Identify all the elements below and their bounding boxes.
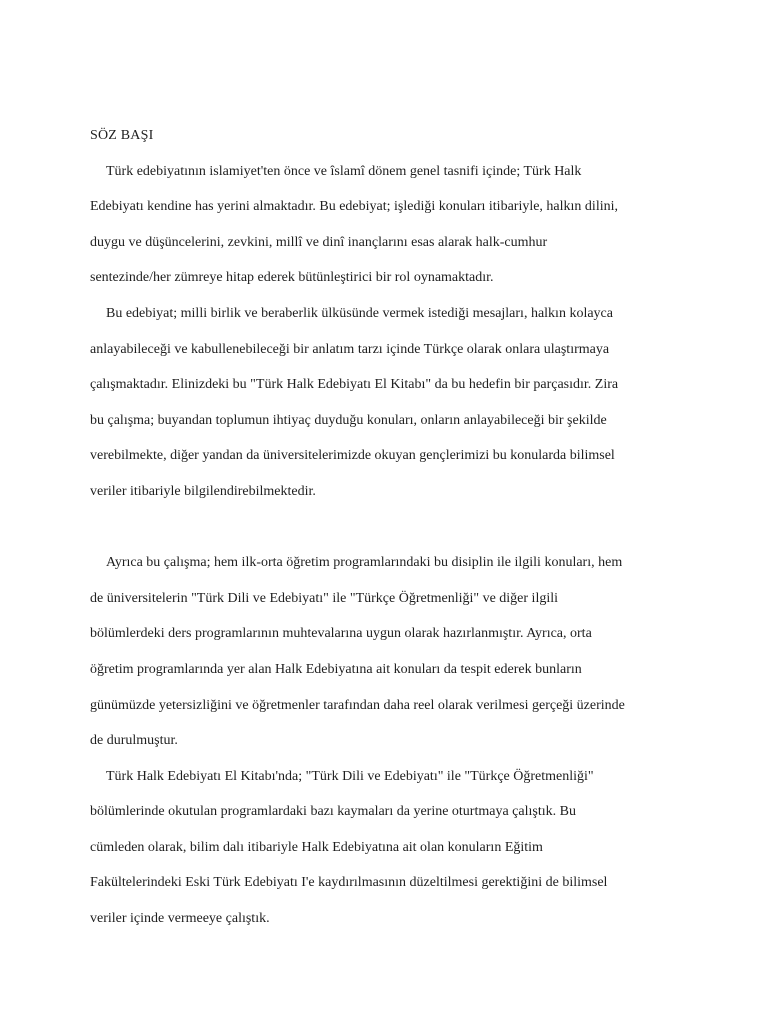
paragraph-line: sentezinde/her zümreye hitap ederek bütünleştirici bir rol oynamaktadır. bbox=[90, 270, 494, 286]
paragraph-line: anlayabileceği ve kabullenebileceği bir anlatım tarzı içinde Türkçe olarak onlara ulaştırmaya bbox=[90, 341, 610, 357]
paragraph-line: bölümlerdeki ders programlarının muhtevalarına uygun olarak hazırlanmıştır. Ayrıca, orta bbox=[90, 626, 592, 642]
paragraph-line: Ayrıca bu çalışma; hem ilk-orta öğretim programlarındaki bu disiplin ile ilgili konuları, hem bbox=[106, 555, 623, 571]
paragraph-line: de durulmuştur. bbox=[90, 733, 178, 749]
paragraph-line: Türk Halk Edebiyatı El Kitabı'nda; "Türk Dili ve Edebiyatı" ile "Türkçe Öğretmenliği" bbox=[106, 768, 594, 784]
paragraph-line: Fakültelerindeki Eski Türk Edebiyatı I'e kaydırılmasının düzeltilmesi gerektiğini de bilimsel bbox=[90, 875, 608, 891]
paragraph-line: günümüzde yetersizliğini ve öğretmenler tarafından daha reel olarak verilmesi gerçeği üzerinde bbox=[90, 697, 625, 713]
paragraph-2 bbox=[90, 296, 680, 510]
paragraph-line: Edebiyatı kendine has yerini almaktadır. Bu edebiyat; işlediği konuları itibariyle, halkın dilini, bbox=[90, 199, 618, 215]
paragraph-4 bbox=[90, 759, 680, 937]
paragraph-spacer bbox=[90, 510, 680, 546]
paragraph-line: Bu edebiyat; milli birlik ve beraberlik ülküsünde vermek istediği mesajları, halkın kolayca bbox=[106, 305, 613, 321]
section-heading: SÖZ BAŞI bbox=[90, 128, 154, 143]
paragraph-line: veriler itibariyle bilgilendirebilmektedir. bbox=[90, 483, 316, 499]
paragraph-line: veriler içinde vermeeye çalıştık. bbox=[90, 911, 270, 927]
paragraph-line: duygu ve düşüncelerini, zevkini, millî ve dinî inançlarını esas alarak halk-cumhur bbox=[90, 234, 548, 250]
paragraph-line: cümleden olarak, bilim dalı itibariyle Halk Edebiyatına ait olan konuların Eğitim bbox=[90, 839, 543, 855]
paragraph-line: bölümlerinde okutulan programlardaki bazı kaymaları da yerine oturtmaya çalıştık. Bu bbox=[90, 804, 576, 820]
paragraph-1 bbox=[90, 154, 680, 296]
paragraph-line: bu çalışma; buyandan toplumun ihtiyaç duyduğu konuları, onların anlayabileceği bir şekilde bbox=[90, 412, 607, 428]
paragraph-line: verebilmekte, diğer yandan da üniversitelerimizde okuyan gençlerimizi bu konularda bilimsel bbox=[90, 448, 615, 464]
paragraph-line: de üniversitelerin "Türk Dili ve Edebiyatı" ile "Türkçe Öğretmenliği" ve diğer ilgili bbox=[90, 590, 559, 606]
paragraph-3 bbox=[90, 545, 680, 759]
paragraph-line: öğretim programlarında yer alan Halk Edebiyatına ait konuları da tespit ederek bunların bbox=[90, 661, 582, 677]
document-page bbox=[90, 118, 680, 937]
paragraph-line: çalışmaktadır. Elinizdeki bu "Türk Halk Edebiyatı El Kitabı" da bu hedefin bir parçasıdır. Zira bbox=[90, 377, 619, 393]
paragraph-line: Türk edebiyatının islamiyet'ten önce ve îslamî dönem genel tasnifi içinde; Türk Halk bbox=[106, 163, 582, 179]
